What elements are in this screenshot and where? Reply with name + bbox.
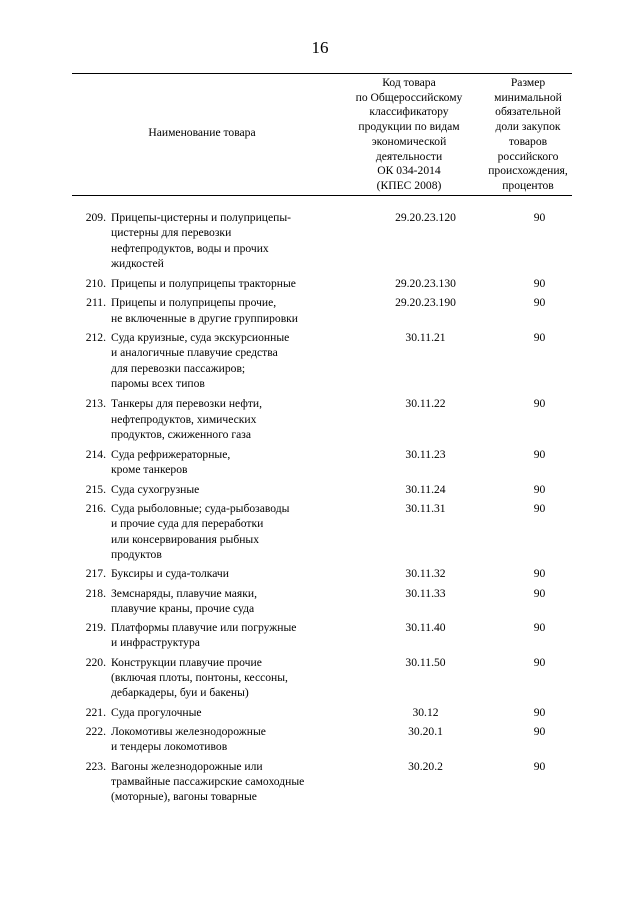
row-percent: 90 (533, 331, 546, 345)
row-name-line: Прицепы и полуприцепы тракторные (111, 277, 296, 291)
row-code: 30.12 (412, 705, 439, 719)
table-row (72, 501, 572, 562)
row-code: 30.11.31 (405, 502, 446, 516)
row-name (106, 724, 343, 755)
row-percent: 90 (533, 621, 546, 635)
row-code: 30.11.33 (405, 586, 446, 600)
column-header-size (484, 76, 572, 194)
row-number: 214. (85, 448, 106, 462)
row-name (106, 620, 343, 651)
row-name (106, 276, 343, 291)
row-name-line: Танкеры для перевозки нефти, (111, 397, 263, 411)
column-header-code-line: продукции по видам (358, 120, 460, 134)
column-header-size-line: товаров (508, 134, 548, 148)
table-row (72, 655, 572, 701)
table-row (72, 295, 572, 326)
row-code: 30.11.22 (405, 397, 446, 411)
row-number: 222. (85, 724, 106, 738)
row-percent: 90 (533, 705, 546, 719)
row-name-line: Буксиры и суда-толкачи (111, 567, 229, 581)
row-name-line: цистерны для перевозки (111, 226, 232, 240)
page-number: 16 (311, 38, 329, 57)
column-header-code-line: (КПЕС 2008) (376, 178, 442, 192)
row-number: 211. (86, 296, 106, 310)
row-percent: 90 (533, 296, 546, 310)
table-row (72, 396, 572, 442)
row-name (106, 566, 343, 581)
row-name-line: для перевозки пассажиров; (111, 361, 246, 375)
column-header-code-line: ОК 034-2014 (377, 164, 441, 178)
row-name-line: жидкостей (111, 256, 164, 270)
row-percent: 90 (533, 482, 546, 496)
row-percent: 90 (533, 724, 546, 738)
row-name-line: и тендеры локомотивов (111, 740, 228, 754)
row-code: 30.11.32 (405, 567, 446, 581)
column-header-code-line: экономической (371, 134, 447, 148)
column-header-size-line: обязательной (495, 105, 561, 119)
row-name (106, 705, 343, 720)
column-header-code (334, 76, 484, 194)
column-header-size-line: доли закупок (495, 120, 561, 134)
table-row (72, 330, 572, 391)
row-name-line: плавучие краны, прочие суда (111, 601, 255, 615)
column-header-size-line: происхождения, (488, 164, 568, 178)
row-code: 30.11.40 (405, 621, 446, 635)
table-row (72, 705, 572, 720)
column-header-size-line: минимальной (494, 90, 562, 104)
row-percent: 90 (533, 586, 546, 600)
column-header-code-line: классификатору (369, 105, 449, 119)
row-name-line: Суда рефрижераторные, (111, 448, 231, 462)
row-name-line: Локомотивы железнодорожные (111, 724, 266, 738)
table-header-top-rule (72, 73, 572, 74)
row-name (106, 210, 343, 271)
row-name-line: трамвайные пассажирские самоходные (111, 774, 305, 788)
column-header-size-line: процентов (502, 178, 554, 192)
row-name-line: Суда прогулочные (111, 705, 202, 719)
row-number: 215. (85, 482, 106, 496)
row-name-line: Прицепы и полуприцепы прочие, (111, 296, 277, 310)
row-name-line: кроме танкеров (111, 463, 188, 477)
row-code: 29.20.23.190 (395, 296, 456, 310)
row-name-line: Вагоны железнодорожные или (111, 759, 263, 773)
row-code: 30.20.2 (408, 759, 443, 773)
table-row (72, 210, 572, 271)
row-code: 30.11.24 (405, 482, 446, 496)
column-header-code-line: по Общероссийскому (355, 90, 463, 104)
table-row (72, 759, 572, 805)
row-name-line: (включая плоты, понтоны, кессоны, (111, 671, 288, 685)
table-row (72, 276, 572, 291)
row-number: 213. (85, 397, 106, 411)
row-name-line: Платформы плавучие или погружные (111, 621, 297, 635)
row-number: 223. (85, 759, 106, 773)
row-code: 30.20.1 (408, 724, 443, 738)
row-number: 220. (85, 655, 106, 669)
row-number: 212. (85, 331, 106, 345)
row-code: 30.11.21 (405, 331, 446, 345)
row-code: 29.20.23.120 (395, 211, 456, 224)
row-number: 218. (85, 586, 106, 600)
table-header-bottom-rule (72, 195, 572, 196)
row-number: 221. (85, 705, 106, 719)
row-name (106, 330, 343, 391)
row-name-line: продуктов, сжиженного газа (111, 427, 251, 441)
row-percent: 90 (533, 655, 546, 669)
table-row (72, 482, 572, 497)
column-header-name: Наименование товара (148, 126, 256, 139)
row-name-line: нефтепродуктов, воды и прочих (111, 241, 269, 255)
row-name (106, 447, 343, 478)
row-code: 29.20.23.130 (395, 277, 456, 291)
row-name-line: и прочие суда для переработки (111, 517, 264, 531)
row-percent: 90 (533, 277, 546, 291)
row-name-line: Суда сухогрузные (111, 482, 200, 496)
row-name-line: нефтепродуктов, химических (111, 412, 257, 426)
row-code: 30.11.23 (405, 448, 446, 462)
row-percent: 90 (533, 502, 546, 516)
table-row (72, 566, 572, 581)
row-name-line: Прицепы-цистерны и полуприцепы- (111, 211, 291, 224)
row-name (106, 586, 343, 617)
row-name (106, 396, 343, 442)
row-name (106, 759, 343, 805)
row-number: 219. (85, 621, 106, 635)
table-row (72, 724, 572, 755)
row-name-line: паромы всех типов (111, 376, 205, 390)
row-name-line: Суда круизные, суда экскурсионные (111, 331, 290, 345)
table-row (72, 447, 572, 478)
row-percent: 90 (533, 397, 546, 411)
row-name-line: продуктов (111, 547, 162, 561)
column-header-size-line: Размер (510, 76, 546, 89)
row-name-line: и инфраструктура (111, 636, 200, 650)
row-number: 216. (85, 502, 106, 516)
row-name (106, 501, 343, 562)
row-name-line: Суда рыболовные; суда-рыбозаводы (111, 502, 290, 516)
row-name (106, 295, 343, 326)
table-row (72, 586, 572, 617)
row-percent: 90 (533, 759, 546, 773)
row-name (106, 655, 343, 701)
row-code: 30.11.50 (405, 655, 446, 669)
column-header-code-line: деятельности (375, 149, 443, 163)
column-header-code-line: Код товара (382, 76, 436, 89)
row-name-line: Конструкции плавучие прочие (111, 655, 262, 669)
table-body (72, 210, 572, 808)
row-number: 210. (85, 277, 106, 291)
row-name-line: или консервирования рыбных (111, 532, 260, 546)
row-name-line: (моторные), вагоны товарные (111, 790, 257, 804)
row-number: 217. (85, 567, 106, 581)
column-header-size-line: российского (497, 149, 559, 163)
row-name (106, 482, 343, 497)
row-percent: 90 (533, 448, 546, 462)
row-name-line: дебаркадеры, буи и бакены) (111, 686, 249, 700)
row-number: 209. (85, 211, 106, 224)
row-name-line: и аналогичные плавучие средства (111, 346, 278, 360)
table-row (72, 620, 572, 651)
row-percent: 90 (533, 567, 546, 581)
row-percent: 90 (533, 211, 546, 224)
row-name-line: не включенные в другие группировки (111, 311, 299, 325)
row-name-line: Земснаряды, плавучие маяки, (111, 586, 257, 600)
